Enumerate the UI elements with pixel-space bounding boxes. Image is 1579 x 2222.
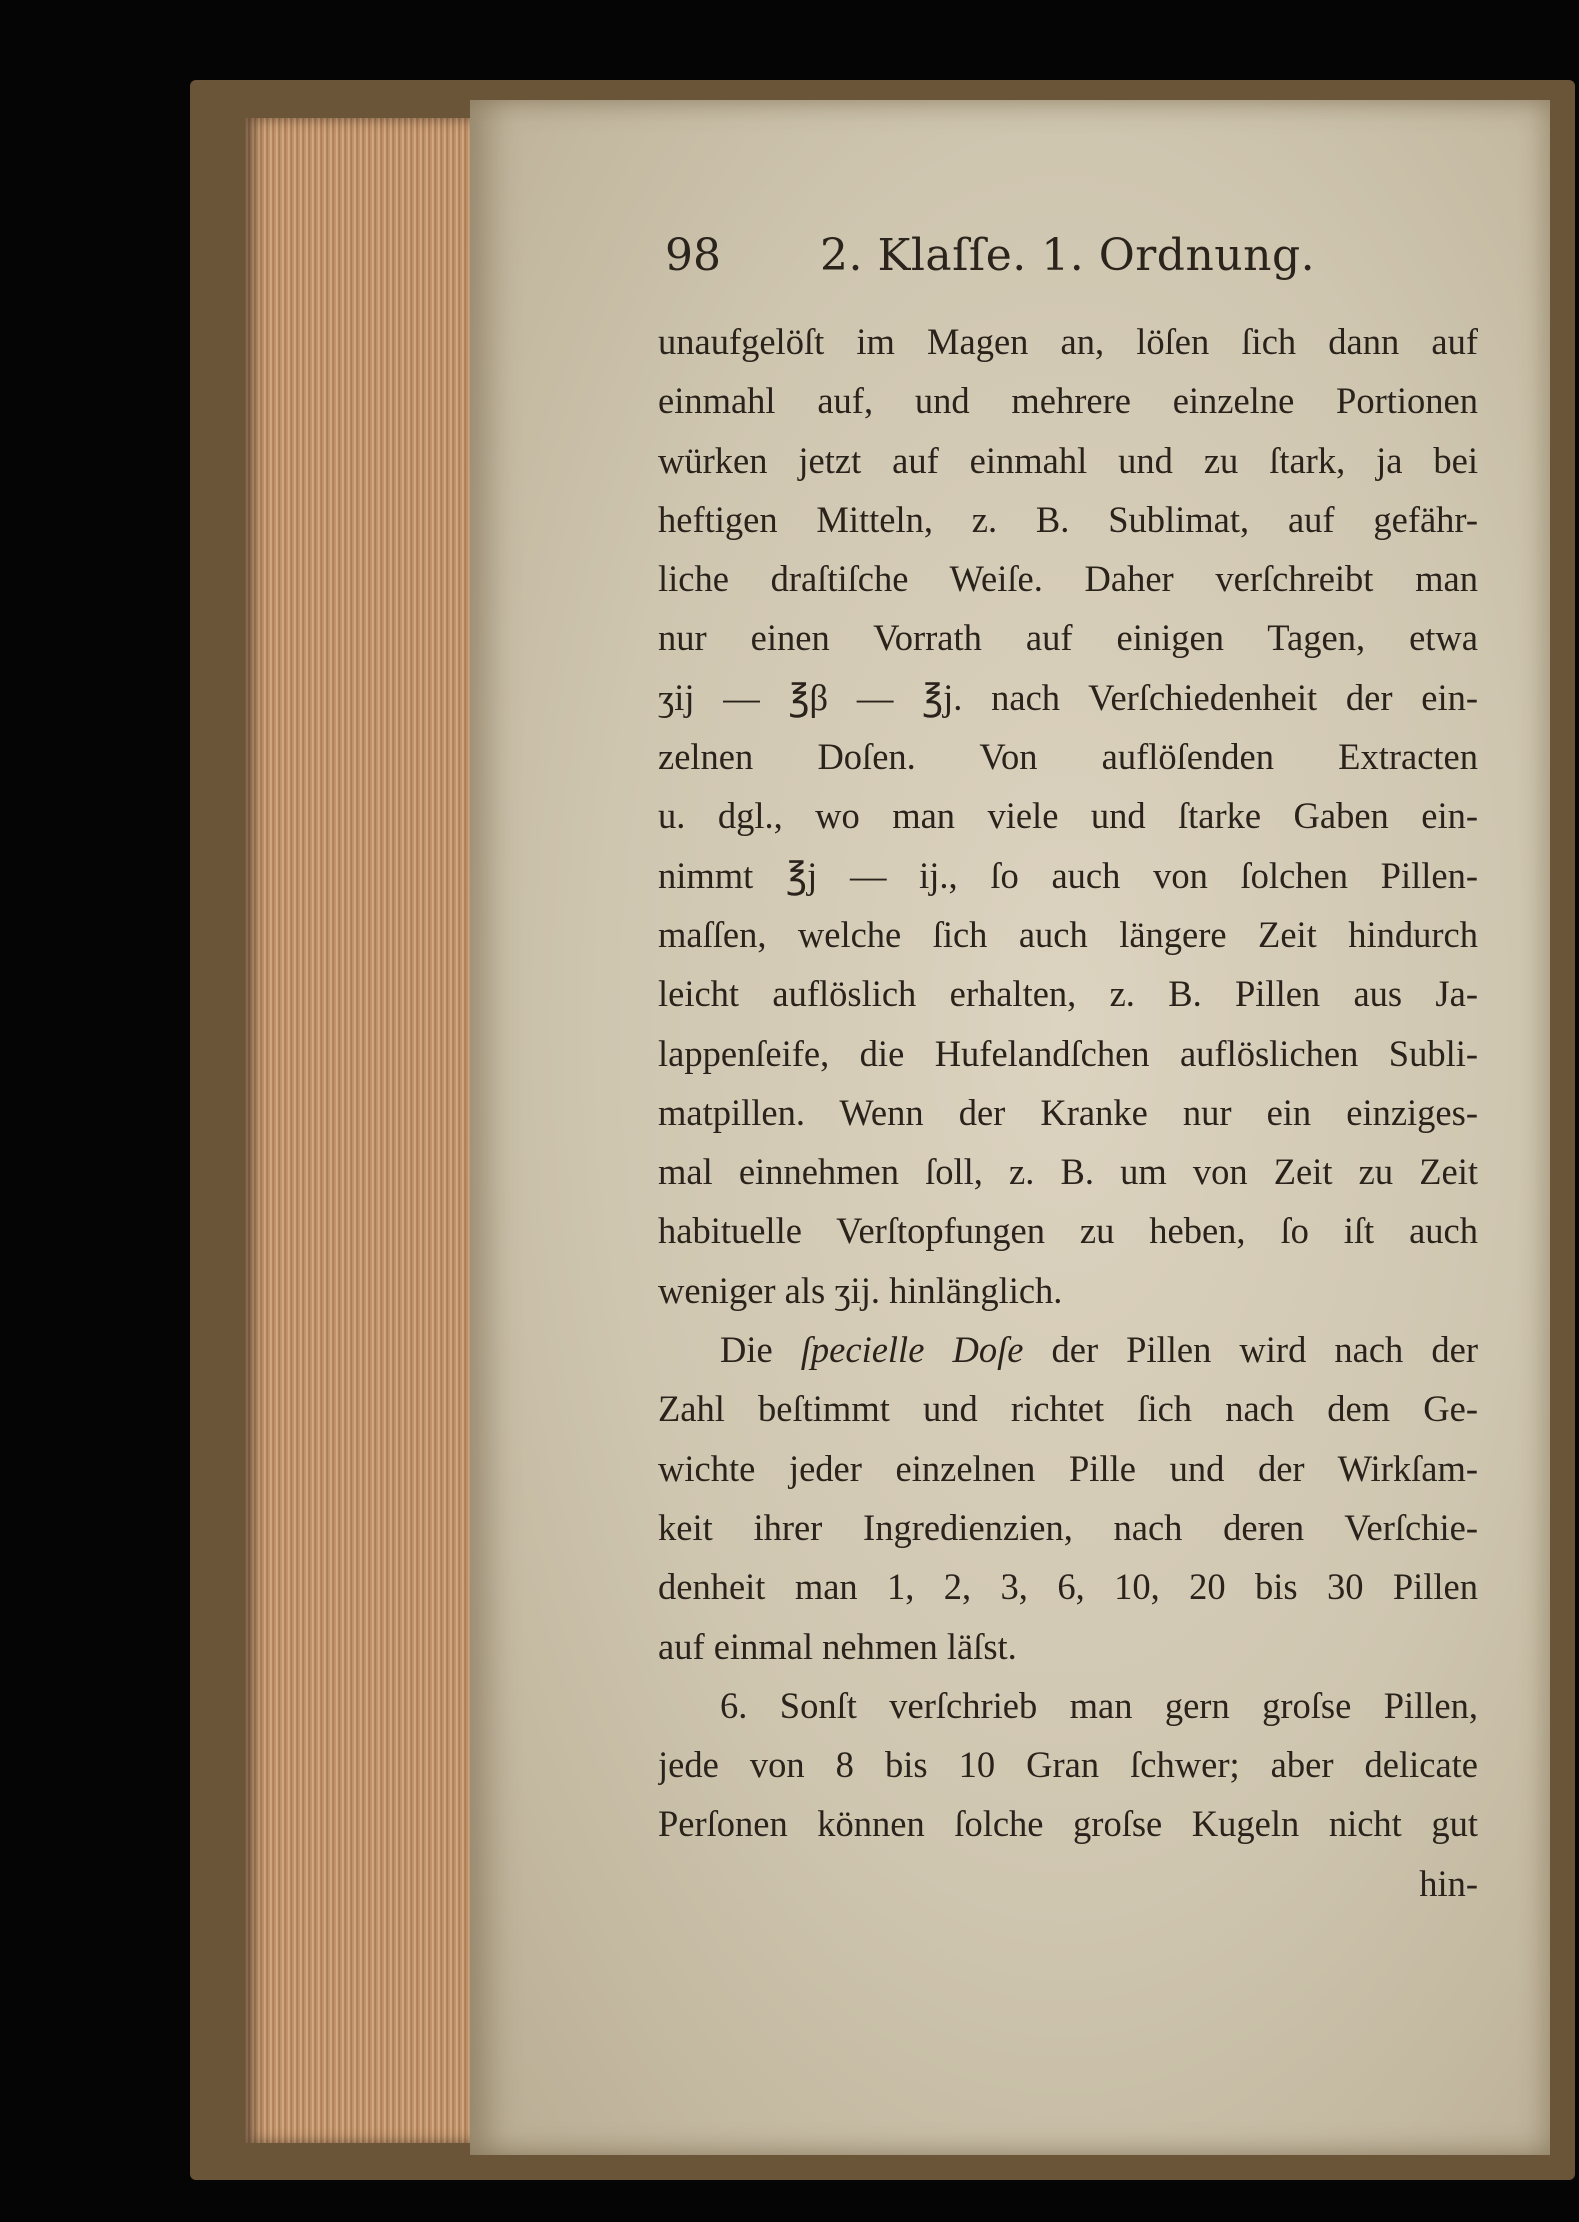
text-line: weniger als ʒij. hinlänglich.	[658, 1269, 1063, 1311]
text-line: Zahl beſtimmt und richtet ſich nach dem Ge-	[658, 1388, 1478, 1430]
paragraph-first-rest: der Pillen wird nach der	[1051, 1329, 1478, 1371]
text-line: auf einmal nehmen läſst.	[658, 1625, 1017, 1667]
text-line: wichte jeder einzelnen Pille und der Wirkſam-	[658, 1447, 1478, 1489]
page-number: 98	[665, 230, 721, 281]
text-line: nur einen Vorrath auf einigen Tagen, etwa	[658, 617, 1478, 659]
text-line: jede von 8 bis 10 Gran ſchwer; aber delicate	[658, 1744, 1478, 1786]
text-line: nimmt ℥j — ij., ſo auch von ſolchen Pillen-	[658, 854, 1478, 896]
text-line: leicht auflöslich erhalten, z. B. Pillen aus Ja-	[658, 973, 1478, 1015]
paragraph-first-line	[658, 1320, 1478, 1379]
text-line: liche draſtiſche Weiſe. Daher verſchreibt man	[658, 558, 1478, 600]
page-text	[658, 312, 1478, 1913]
text-line: keit ihrer Ingredienzien, nach deren Verſchie-	[658, 1506, 1478, 1548]
text-line: denheit man 1, 2, 3, 6, 10, 20 bis 30 Pillen	[658, 1566, 1478, 1608]
text-line: u. dgl., wo man viele und ſtarke Gaben ein-	[658, 795, 1478, 837]
text-line: einmahl auf, und mehrere einzelne Portionen	[658, 380, 1478, 422]
page-edges	[245, 118, 470, 2143]
text-line: lappenſeife, die Hufelandſchen auflöslichen Subli-	[658, 1032, 1478, 1074]
text-line: zelnen Doſen. Von auflöſenden Extracten	[658, 736, 1478, 778]
text-line: matpillen. Wenn der Kranke nur ein einziges-	[658, 1091, 1478, 1133]
catchword: hin-	[1419, 1862, 1478, 1904]
text-line: unaufgelöſt im Magen an, löſen ſich dann auf	[658, 321, 1478, 362]
text-line: ʒij — ℥β — ℥j. nach Verſchiedenheit der ein-	[658, 676, 1478, 718]
text-line: habituelle Verſtopfungen zu heben, ſo iſt auch	[658, 1210, 1478, 1252]
text-line: würken jetzt auf einmahl und zu ſtark, ja bei	[658, 439, 1478, 481]
text-line: mal einnehmen ſoll, z. B. um von Zeit zu Zeit	[658, 1151, 1478, 1193]
text-line: heftigen Mitteln, z. B. Sublimat, auf gefähr-	[658, 498, 1478, 540]
text-line: 6. Sonſt verſchrieb man gern groſse Pillen,	[720, 1684, 1478, 1726]
text-line: Perſonen können ſolche groſse Kugeln nicht gut	[658, 1803, 1478, 1845]
running-head	[665, 220, 1579, 290]
paragraph-lead: Die	[720, 1329, 773, 1371]
text-line: maſſen, welche ſich auch längere Zeit hindurch	[658, 913, 1478, 955]
running-title: 2. Klaſſe. 1. Ordnung.	[820, 230, 1316, 281]
emphasis-term: ſpecielle Doſe	[800, 1329, 1024, 1371]
